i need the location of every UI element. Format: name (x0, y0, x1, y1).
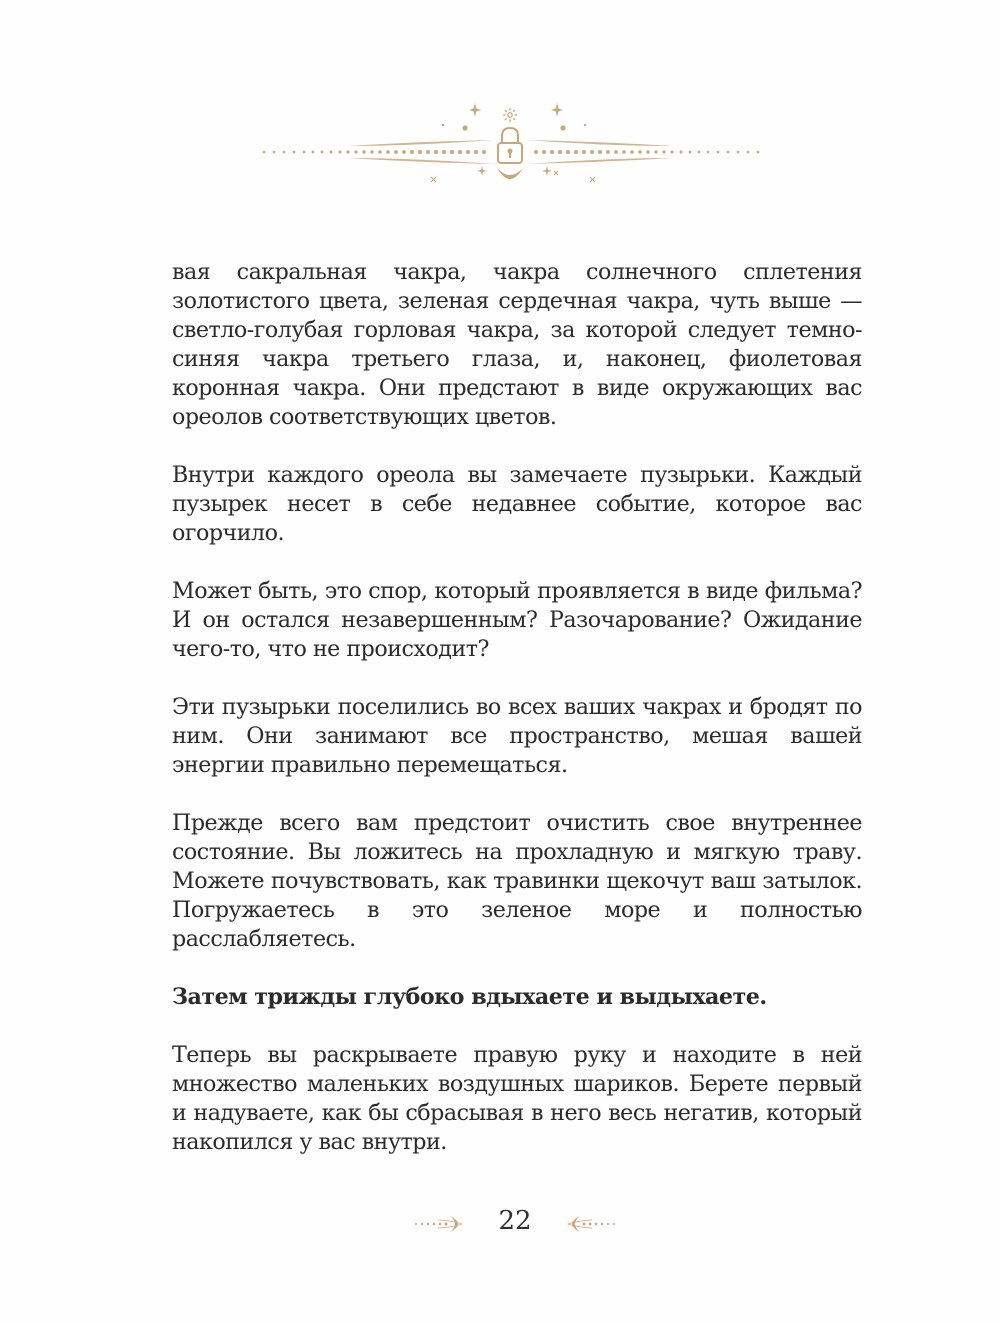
page-number: 22 (498, 1206, 532, 1236)
crescent-moon-icon (497, 168, 523, 179)
star-icons (442, 103, 586, 176)
padlock-icon (498, 128, 522, 163)
paragraph-1: вая сакральная чакра, чакра солнечного сплетения золотистого цвета, зеленая сердечная чакра, чуть выше — светло-голубая горловая чакра, за которой следует темно-синяя чакра третьего глаза, и, наконец, фиолетовая коронная чакра. Они предстают в виде окружающих вас ореолов соответствующих цветов. (172, 259, 862, 430)
paragraph-2: Внутри каждого ореола вы замечаете пузырьки. Каждый пузырек несет в себе недавнее событие, которое вас огорчило. (172, 462, 862, 546)
right-flourish-icon (560, 1212, 620, 1236)
body-text (172, 258, 862, 1186)
paragraph-5: Прежде всего вам предстоит очистить свое внутреннее состояние. Вы ложитесь на прохладную и мягкую траву. Можете почувствовать, как травинки щекочут ваш затылок. Погружаетесь в это зеленое море и полностью расслабляетесь. (172, 810, 862, 952)
paragraph-4: Эти пузырьки поселились во всех ваших чакрах и бродят по ним. Они занимают все пространство, мешая вашей энергии правильно перемещаться. (172, 694, 862, 778)
left-dotted-line (263, 150, 486, 154)
header-ornament (250, 95, 770, 195)
page-footer (410, 1200, 620, 1250)
bold-instruction: Затем трижды глубоко вдыхаете и выдыхаете. (172, 984, 767, 1010)
paragraph-7: Теперь вы раскрываете правую руку и находите в ней множество маленьких воздушных шариков. Берете первый и надуваете, как бы сбрасывая в него весь негатив, который накопился у вас внутри. (172, 1042, 862, 1155)
right-dotted-line (534, 150, 759, 154)
paragraph-3: Может быть, это спор, который проявляется в виде фильма? И он остался незавершенным? Разочарование? Ожидание чего-то, что не происходит? (172, 578, 862, 662)
sun-icon (503, 108, 517, 122)
